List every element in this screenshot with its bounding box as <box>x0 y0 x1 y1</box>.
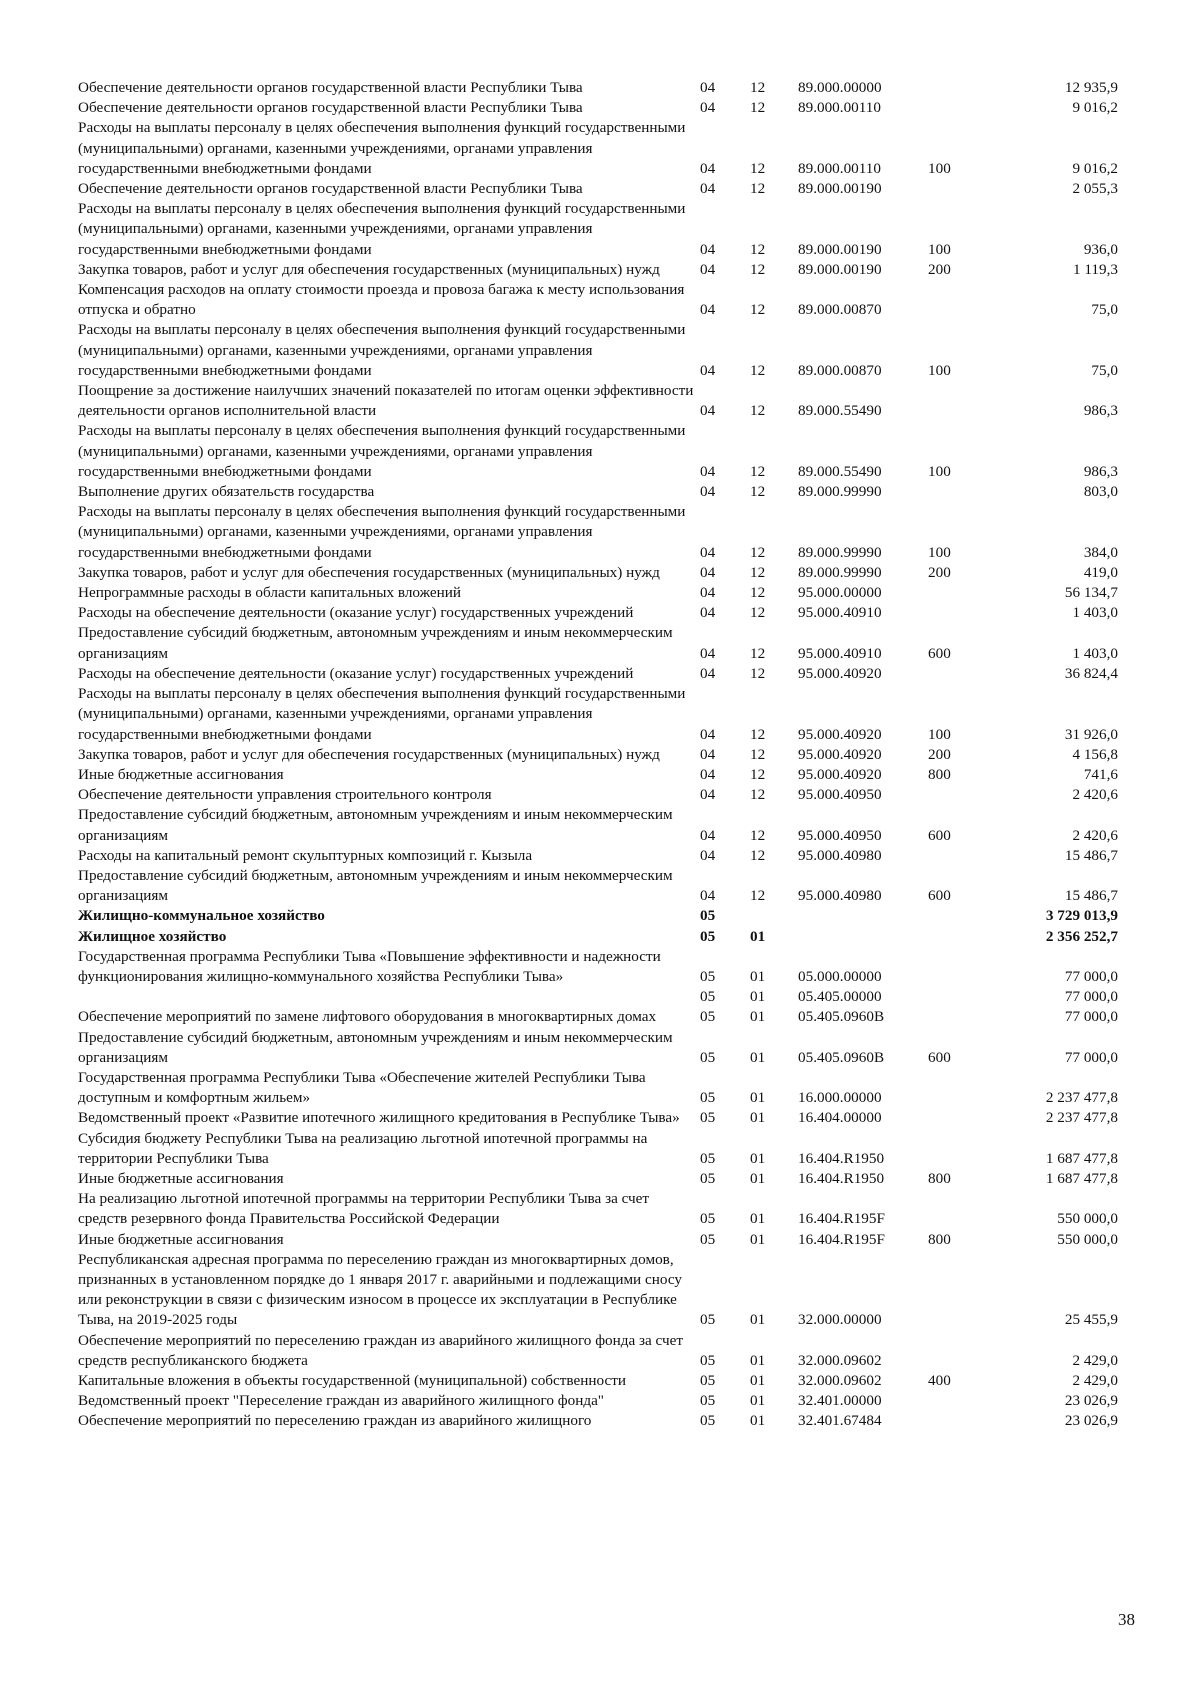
row-amount: 803,0 <box>1083 483 1118 501</box>
row-name: Расходы на выплаты персоналу в целях обеспечения выполнения функций государственными (муниципальными) органами, казенными учреждениями, органами управления государственными внебюджетными фондами <box>78 119 686 177</box>
row-name: Обеспечение деятельности органов государственной власти Республики Тыва <box>78 180 583 198</box>
row-name: Расходы на обеспечение деятельности (оказание услуг) государственных учреждений <box>78 664 634 682</box>
row-amount: 2 356 252,7 <box>1045 927 1118 945</box>
row-subsection: 01 <box>750 1392 766 1410</box>
row-name: Жилищно-коммунальное хозяйство <box>78 907 325 925</box>
table-row <box>78 846 1118 866</box>
table-body <box>78 78 1118 1432</box>
row-section: 05 <box>700 1210 716 1228</box>
row-expense-type: 600 <box>928 644 951 662</box>
row-expense-type <box>928 1250 980 1331</box>
row-name: Ведомственный проект «Развитие ипотечного жилищного кредитования в Республике Тыва» <box>78 1109 680 1127</box>
row-target-article: 95.000.40950 <box>798 786 882 804</box>
row-section: 05 <box>700 1392 716 1410</box>
row-section: 04 <box>700 483 716 501</box>
row-subsection: 12 <box>750 240 766 258</box>
row-section: 04 <box>700 664 716 682</box>
row-expense-type: 100 <box>928 361 951 379</box>
row-subsection: 01 <box>750 988 766 1006</box>
row-section: 05 <box>700 1230 716 1248</box>
table-row <box>78 765 1118 785</box>
row-amount: 4 156,8 <box>1072 745 1118 763</box>
row-name: Обеспечение деятельности органов государственной власти Республики Тыва <box>78 79 583 96</box>
row-amount: 9 016,2 <box>1072 159 1118 177</box>
row-section: 04 <box>700 725 716 743</box>
row-name: Субсидия бюджету Республики Тыва на реализацию льготной ипотечной программы на территории Республики Тыва <box>78 1129 648 1167</box>
row-target-article: 32.401.67484 <box>798 1412 882 1430</box>
table-row <box>78 280 1118 320</box>
row-subsection: 12 <box>750 159 766 177</box>
row-target-article: 95.000.40910 <box>798 644 882 662</box>
row-section: 04 <box>700 543 716 561</box>
row-name: Иные бюджетные ассигнования <box>78 1230 284 1248</box>
table-row <box>78 583 1118 603</box>
row-subsection: 01 <box>750 1048 766 1066</box>
row-section: 05 <box>700 1008 716 1026</box>
row-expense-type <box>928 1189 980 1229</box>
table-row <box>78 1007 1118 1027</box>
row-target-article <box>798 906 928 926</box>
row-amount: 419,0 <box>1083 563 1118 581</box>
row-name: Предоставление субсидий бюджетным, автономным учреждениям и иным некоммерческим организациям <box>78 806 673 844</box>
row-amount: 550 000,0 <box>1057 1210 1118 1228</box>
row-amount: 9 016,2 <box>1072 99 1118 117</box>
row-section: 04 <box>700 159 716 177</box>
table-row <box>78 199 1118 260</box>
table-row <box>78 78 1118 98</box>
row-target-article: 32.000.00000 <box>798 1311 882 1329</box>
row-target-article: 05.000.00000 <box>798 967 882 985</box>
row-subsection: 12 <box>750 745 766 763</box>
row-subsection: 12 <box>750 402 766 420</box>
row-expense-type: 100 <box>928 240 951 258</box>
row-name: Иные бюджетные ассигнования <box>78 765 284 783</box>
row-amount: 1 403,0 <box>1072 644 1118 662</box>
row-section: 04 <box>700 765 716 783</box>
row-name: Обеспечение деятельности органов государственной власти Республики Тыва <box>78 99 583 117</box>
row-amount: 25 455,9 <box>1064 1311 1118 1329</box>
row-amount: 3 729 013,9 <box>1045 907 1118 925</box>
row-amount: 56 134,7 <box>1064 584 1118 602</box>
table-row <box>78 98 1118 118</box>
row-name: Поощрение за достижение наилучших значений показателей по итогам оценки эффективности деятельности органов исполнительной власти <box>78 382 694 420</box>
row-section: 05 <box>700 967 716 985</box>
row-target-article: 89.000.00110 <box>798 159 881 177</box>
row-expense-type <box>928 785 980 805</box>
row-amount: 1 403,0 <box>1072 604 1118 622</box>
table-row <box>78 1068 1118 1108</box>
row-target-article: 89.000.00000 <box>798 79 882 96</box>
row-target-article: 95.000.00000 <box>798 584 882 602</box>
row-target-article: 16.404.R195F <box>798 1210 885 1228</box>
row-amount: 77 000,0 <box>1064 1048 1118 1066</box>
row-subsection: 12 <box>750 563 766 581</box>
row-section: 04 <box>700 301 716 319</box>
row-target-article: 89.000.55490 <box>798 402 882 420</box>
table-row <box>78 906 1118 926</box>
row-subsection: 01 <box>750 1210 766 1228</box>
row-subsection: 01 <box>750 1230 766 1248</box>
row-amount: 2 420,6 <box>1072 826 1118 844</box>
row-name: На реализацию льготной ипотечной программы на территории Республики Тыва за счет средств резервного фонда Правительства Российской Федерации <box>78 1190 650 1228</box>
row-expense-type <box>928 1007 980 1027</box>
row-target-article: 16.404.R1950 <box>798 1149 885 1167</box>
row-amount: 384,0 <box>1083 543 1118 561</box>
row-target-article: 95.000.40910 <box>798 604 882 622</box>
row-amount: 986,3 <box>1083 462 1118 480</box>
table-row <box>78 1169 1118 1189</box>
table-row <box>78 179 1118 199</box>
row-section: 04 <box>700 79 716 96</box>
row-subsection: 01 <box>750 1089 766 1107</box>
row-name: Жилищное хозяйство <box>78 927 227 945</box>
row-target-article: 32.000.09602 <box>798 1372 882 1389</box>
table-row <box>78 482 1118 502</box>
table-row <box>78 947 1118 987</box>
row-subsection: 01 <box>750 1169 766 1187</box>
row-name: Предоставление субсидий бюджетным, автономным учреждениям и иным некоммерческим организациям <box>78 1028 673 1066</box>
row-target-article: 05.405.0960В <box>798 1008 885 1026</box>
row-target-article: 89.000.99990 <box>798 543 882 561</box>
row-name: Обеспечение деятельности управления строительного контроля <box>78 786 492 804</box>
row-name: Расходы на обеспечение деятельности (оказание услуг) государственных учреждений <box>78 604 634 622</box>
row-subsection: 01 <box>750 967 766 985</box>
row-target-article: 89.000.99990 <box>798 563 882 581</box>
row-target-article: 95.000.40920 <box>798 725 882 743</box>
table-row <box>78 502 1118 563</box>
row-name: Республиканская адресная программа по переселению граждан из многоквартирных домов, признанных в установленном порядке до 1 января 2017 г. аварийными и подлежащими сносу или реконструкции в связи с физическим износом в процессе их эксплуатации в Республике Тыва, на 2019-2025 годы <box>78 1250 682 1329</box>
row-target-article: 89.000.00190 <box>798 240 882 258</box>
table-row <box>78 866 1118 906</box>
row-name: Капитальные вложения в объекты государственной (муниципальной) собственности <box>78 1372 626 1389</box>
row-section: 04 <box>700 99 716 117</box>
row-section: 04 <box>700 240 716 258</box>
row-name: Обеспечение мероприятий по переселению граждан из аварийного жилищного фонда за счет средств республиканского бюджета <box>78 1331 684 1369</box>
table-row <box>78 987 1118 1007</box>
row-section: 04 <box>700 826 716 844</box>
row-section: 04 <box>700 180 716 198</box>
row-target-article: 89.000.99990 <box>798 483 882 501</box>
row-expense-type: 800 <box>928 1169 951 1187</box>
row-amount: 986,3 <box>1083 402 1118 420</box>
row-name: Государственная программа Республики Тыва «Повышение эффективности и надежности функционирования жилищно-коммунального хозяйства Республики Тыва» <box>78 947 661 985</box>
table-row <box>78 785 1118 805</box>
page-number: 38 <box>1118 1610 1135 1629</box>
row-name: Государственная программа Республики Тыва «Обеспечение жителей Республики Тыва доступным и комфортным жильем» <box>78 1068 646 1107</box>
table-row <box>78 805 1118 845</box>
row-expense-type: 800 <box>928 765 951 783</box>
row-amount: 1 687 477,8 <box>1045 1149 1118 1167</box>
row-section: 04 <box>700 260 716 278</box>
row-expense-type <box>928 603 980 623</box>
row-expense-type <box>928 482 980 502</box>
table-row <box>78 563 1118 583</box>
row-amount: 2 237 477,8 <box>1045 1089 1118 1107</box>
row-subsection: 12 <box>750 846 766 864</box>
row-name <box>78 987 700 1007</box>
row-section: 05 <box>700 1351 716 1369</box>
row-section: 04 <box>700 584 716 602</box>
row-expense-type <box>928 664 980 684</box>
row-target-article: 95.000.40920 <box>798 664 882 682</box>
row-expense-type <box>928 179 980 199</box>
row-target-article: 89.000.00190 <box>798 260 882 278</box>
row-section: 04 <box>700 846 716 864</box>
row-expense-type <box>928 1129 980 1169</box>
row-section: 04 <box>700 644 716 662</box>
row-name: Расходы на выплаты персоналу в целях обеспечения выполнения функций государственными (муниципальными) органами, казенными учреждениями, органами управления государственными внебюджетными фондами <box>78 321 686 379</box>
row-target-article: 89.000.00870 <box>798 301 882 319</box>
row-section: 05 <box>700 988 716 1006</box>
row-target-article: 05.405.00000 <box>798 988 882 1006</box>
table-row <box>78 320 1118 381</box>
row-expense-type: 200 <box>928 563 951 581</box>
row-expense-type <box>928 1068 980 1108</box>
row-section: 05 <box>700 1149 716 1167</box>
table-row <box>78 1108 1118 1128</box>
row-subsection: 12 <box>750 604 766 622</box>
row-expense-type <box>928 78 980 98</box>
row-target-article: 95.000.40950 <box>798 826 882 844</box>
row-subsection: 01 <box>750 1008 766 1026</box>
budget-table <box>78 78 1118 1432</box>
row-target-article: 89.000.00190 <box>798 180 882 198</box>
row-expense-type <box>928 927 980 947</box>
row-amount: 2 420,6 <box>1072 786 1118 804</box>
row-section: 05 <box>700 907 716 925</box>
row-subsection: 12 <box>750 644 766 662</box>
row-amount: 36 824,4 <box>1064 664 1118 682</box>
row-subsection: 01 <box>750 1372 766 1389</box>
table-row <box>78 1250 1118 1331</box>
row-target-article: 32.401.00000 <box>798 1392 882 1410</box>
row-name: Непрограммные расходы в области капитальных вложений <box>78 584 462 602</box>
row-section: 04 <box>700 887 716 905</box>
row-expense-type: 200 <box>928 745 951 763</box>
row-expense-type: 100 <box>928 462 951 480</box>
row-section: 04 <box>700 604 716 622</box>
row-expense-type <box>928 280 980 320</box>
row-expense-type <box>928 98 980 118</box>
row-amount: 75,0 <box>1091 361 1118 379</box>
row-section: 04 <box>700 462 716 480</box>
row-name: Закупка товаров, работ и услуг для обеспечения государственных (муниципальных) нужд <box>78 745 660 763</box>
row-expense-type <box>928 906 980 926</box>
table-row <box>78 927 1118 947</box>
row-name: Расходы на выплаты персоналу в целях обеспечения выполнения функций государственными (муниципальными) органами, казенными учреждениями, органами управления государственными внебюджетными фондами <box>78 422 686 480</box>
row-subsection: 01 <box>750 1351 766 1369</box>
row-subsection: 12 <box>750 79 766 96</box>
table-row <box>78 1331 1118 1371</box>
table-row <box>78 118 1118 179</box>
row-name: Обеспечение мероприятий по замене лифтового оборудования в многоквартирных домах <box>78 1008 657 1026</box>
row-subsection: 01 <box>750 1311 766 1329</box>
row-section: 05 <box>700 1109 716 1127</box>
row-amount: 2 237 477,8 <box>1045 1109 1118 1127</box>
row-target-article: 95.000.40920 <box>798 765 882 783</box>
row-subsection: 12 <box>750 765 766 783</box>
row-amount: 550 000,0 <box>1057 1230 1118 1248</box>
row-target-article: 95.000.40920 <box>798 745 882 763</box>
row-target-article: 89.000.00870 <box>798 361 882 379</box>
row-subsection: 12 <box>750 887 766 905</box>
row-section: 05 <box>700 1048 716 1066</box>
row-expense-type: 400 <box>928 1372 951 1389</box>
row-section: 05 <box>700 1372 716 1389</box>
row-expense-type: 200 <box>928 260 951 278</box>
row-name: Расходы на выплаты персоналу в целях обеспечения выполнения функций государственными (муниципальными) органами, казенными учреждениями, органами управления государственными внебюджетными фондами <box>78 685 686 743</box>
row-expense-type: 100 <box>928 159 951 177</box>
row-target-article: 05.405.0960В <box>798 1048 885 1066</box>
row-amount: 77 000,0 <box>1064 988 1118 1006</box>
table-row <box>78 1189 1118 1229</box>
row-section: 04 <box>700 361 716 379</box>
table-row <box>78 1129 1118 1169</box>
table-row <box>78 1411 1118 1431</box>
row-amount: 12 935,9 <box>1064 79 1118 96</box>
row-target-article: 89.000.00110 <box>798 99 881 117</box>
row-amount: 2 055,3 <box>1072 180 1118 198</box>
row-subsection: 12 <box>750 786 766 804</box>
row-section: 05 <box>700 1311 716 1329</box>
row-section: 04 <box>700 563 716 581</box>
row-expense-type <box>928 583 980 603</box>
table-row <box>78 745 1118 765</box>
row-subsection: 12 <box>750 483 766 501</box>
row-subsection: 12 <box>750 664 766 682</box>
row-subsection <box>750 906 798 926</box>
row-section: 05 <box>700 1089 716 1107</box>
row-section: 04 <box>700 745 716 763</box>
row-target-article: 16.404.00000 <box>798 1109 882 1127</box>
row-amount: 23 026,9 <box>1064 1412 1118 1430</box>
row-section: 04 <box>700 786 716 804</box>
row-name: Расходы на выплаты персоналу в целях обеспечения выполнения функций государственными (муниципальными) органами, казенными учреждениями, органами управления государственными внебюджетными фондами <box>78 200 686 258</box>
table-row <box>78 1028 1118 1068</box>
row-expense-type <box>928 947 980 987</box>
row-target-article: 95.000.40980 <box>798 887 882 905</box>
table-row <box>78 684 1118 745</box>
row-expense-type <box>928 381 980 421</box>
row-amount: 77 000,0 <box>1064 967 1118 985</box>
table-row <box>78 1230 1118 1250</box>
row-subsection: 12 <box>750 725 766 743</box>
row-name: Иные бюджетные ассигнования <box>78 1169 284 1187</box>
row-name: Расходы на капитальный ремонт скульптурных композиций г. Кызыла <box>78 846 533 864</box>
row-amount: 75,0 <box>1091 301 1118 319</box>
row-name: Закупка товаров, работ и услуг для обеспечения государственных (муниципальных) нужд <box>78 563 660 581</box>
row-target-article <box>798 927 928 947</box>
row-expense-type: 800 <box>928 1230 951 1248</box>
row-expense-type <box>928 987 980 1007</box>
row-amount: 23 026,9 <box>1064 1392 1118 1410</box>
row-target-article: 16.404.R195F <box>798 1230 885 1248</box>
row-name: Расходы на выплаты персоналу в целях обеспечения выполнения функций государственными (муниципальными) органами, казенными учреждениями, органами управления государственными внебюджетными фондами <box>78 503 686 561</box>
row-amount: 936,0 <box>1083 240 1118 258</box>
table-row <box>78 603 1118 623</box>
row-expense-type <box>928 1108 980 1128</box>
table-row <box>78 1391 1118 1411</box>
row-subsection: 12 <box>750 462 766 480</box>
row-section: 05 <box>700 927 716 945</box>
row-section: 04 <box>700 402 716 420</box>
row-name: Ведомственный проект "Переселение граждан из аварийного жилищного фонда" <box>78 1392 605 1410</box>
row-subsection: 12 <box>750 361 766 379</box>
table-row <box>78 260 1118 280</box>
row-target-article: 95.000.40980 <box>798 846 882 864</box>
row-subsection: 12 <box>750 584 766 602</box>
row-section: 05 <box>700 1412 716 1430</box>
row-amount: 15 486,7 <box>1064 846 1118 864</box>
table-row <box>78 381 1118 421</box>
row-target-article: 16.404.R1950 <box>798 1169 885 1187</box>
row-name: Выполнение других обязательств государства <box>78 483 375 501</box>
row-expense-type: 600 <box>928 826 951 844</box>
row-expense-type <box>928 1411 980 1431</box>
row-subsection: 12 <box>750 180 766 198</box>
row-target-article: 32.000.09602 <box>798 1351 882 1369</box>
row-subsection: 01 <box>750 1149 766 1167</box>
row-amount: 2 429,0 <box>1072 1351 1118 1369</box>
row-target-article: 89.000.55490 <box>798 462 882 480</box>
row-name: Закупка товаров, работ и услуг для обеспечения государственных (муниципальных) нужд <box>78 260 660 278</box>
row-amount: 77 000,0 <box>1064 1008 1118 1026</box>
row-expense-type <box>928 1391 980 1411</box>
table-row <box>78 623 1118 663</box>
table-row <box>78 664 1118 684</box>
table-row <box>78 421 1118 482</box>
row-target-article: 16.000.00000 <box>798 1089 882 1107</box>
row-expense-type: 600 <box>928 887 951 905</box>
row-subsection: 01 <box>750 1109 766 1127</box>
row-name: Обеспечение мероприятий по переселению граждан из аварийного жилищного <box>78 1412 592 1430</box>
row-subsection: 12 <box>750 260 766 278</box>
row-subsection: 01 <box>750 1412 766 1430</box>
table-row <box>78 1371 1118 1391</box>
row-expense-type: 100 <box>928 543 951 561</box>
row-section: 05 <box>700 1169 716 1187</box>
row-amount: 741,6 <box>1083 765 1118 783</box>
row-amount: 2 429,0 <box>1072 1372 1118 1389</box>
row-subsection: 01 <box>750 927 766 945</box>
row-expense-type: 600 <box>928 1048 951 1066</box>
row-subsection: 12 <box>750 826 766 844</box>
row-expense-type: 100 <box>928 725 951 743</box>
row-name: Компенсация расходов на оплату стоимости проезда и провоза багажа к месту использования отпуска и обратно <box>78 281 685 319</box>
row-amount: 1 687 477,8 <box>1045 1169 1118 1187</box>
row-expense-type <box>928 1331 980 1371</box>
row-amount: 15 486,7 <box>1064 887 1118 905</box>
row-expense-type <box>928 846 980 866</box>
row-amount: 1 119,3 <box>1073 260 1118 278</box>
row-subsection: 12 <box>750 99 766 117</box>
row-name: Предоставление субсидий бюджетным, автономным учреждениям и иным некоммерческим организациям <box>78 866 673 905</box>
row-name: Предоставление субсидий бюджетным, автономным учреждениям и иным некоммерческим организациям <box>78 624 673 662</box>
row-subsection: 12 <box>750 301 766 319</box>
row-amount: 31 926,0 <box>1064 725 1118 743</box>
row-subsection: 12 <box>750 543 766 561</box>
